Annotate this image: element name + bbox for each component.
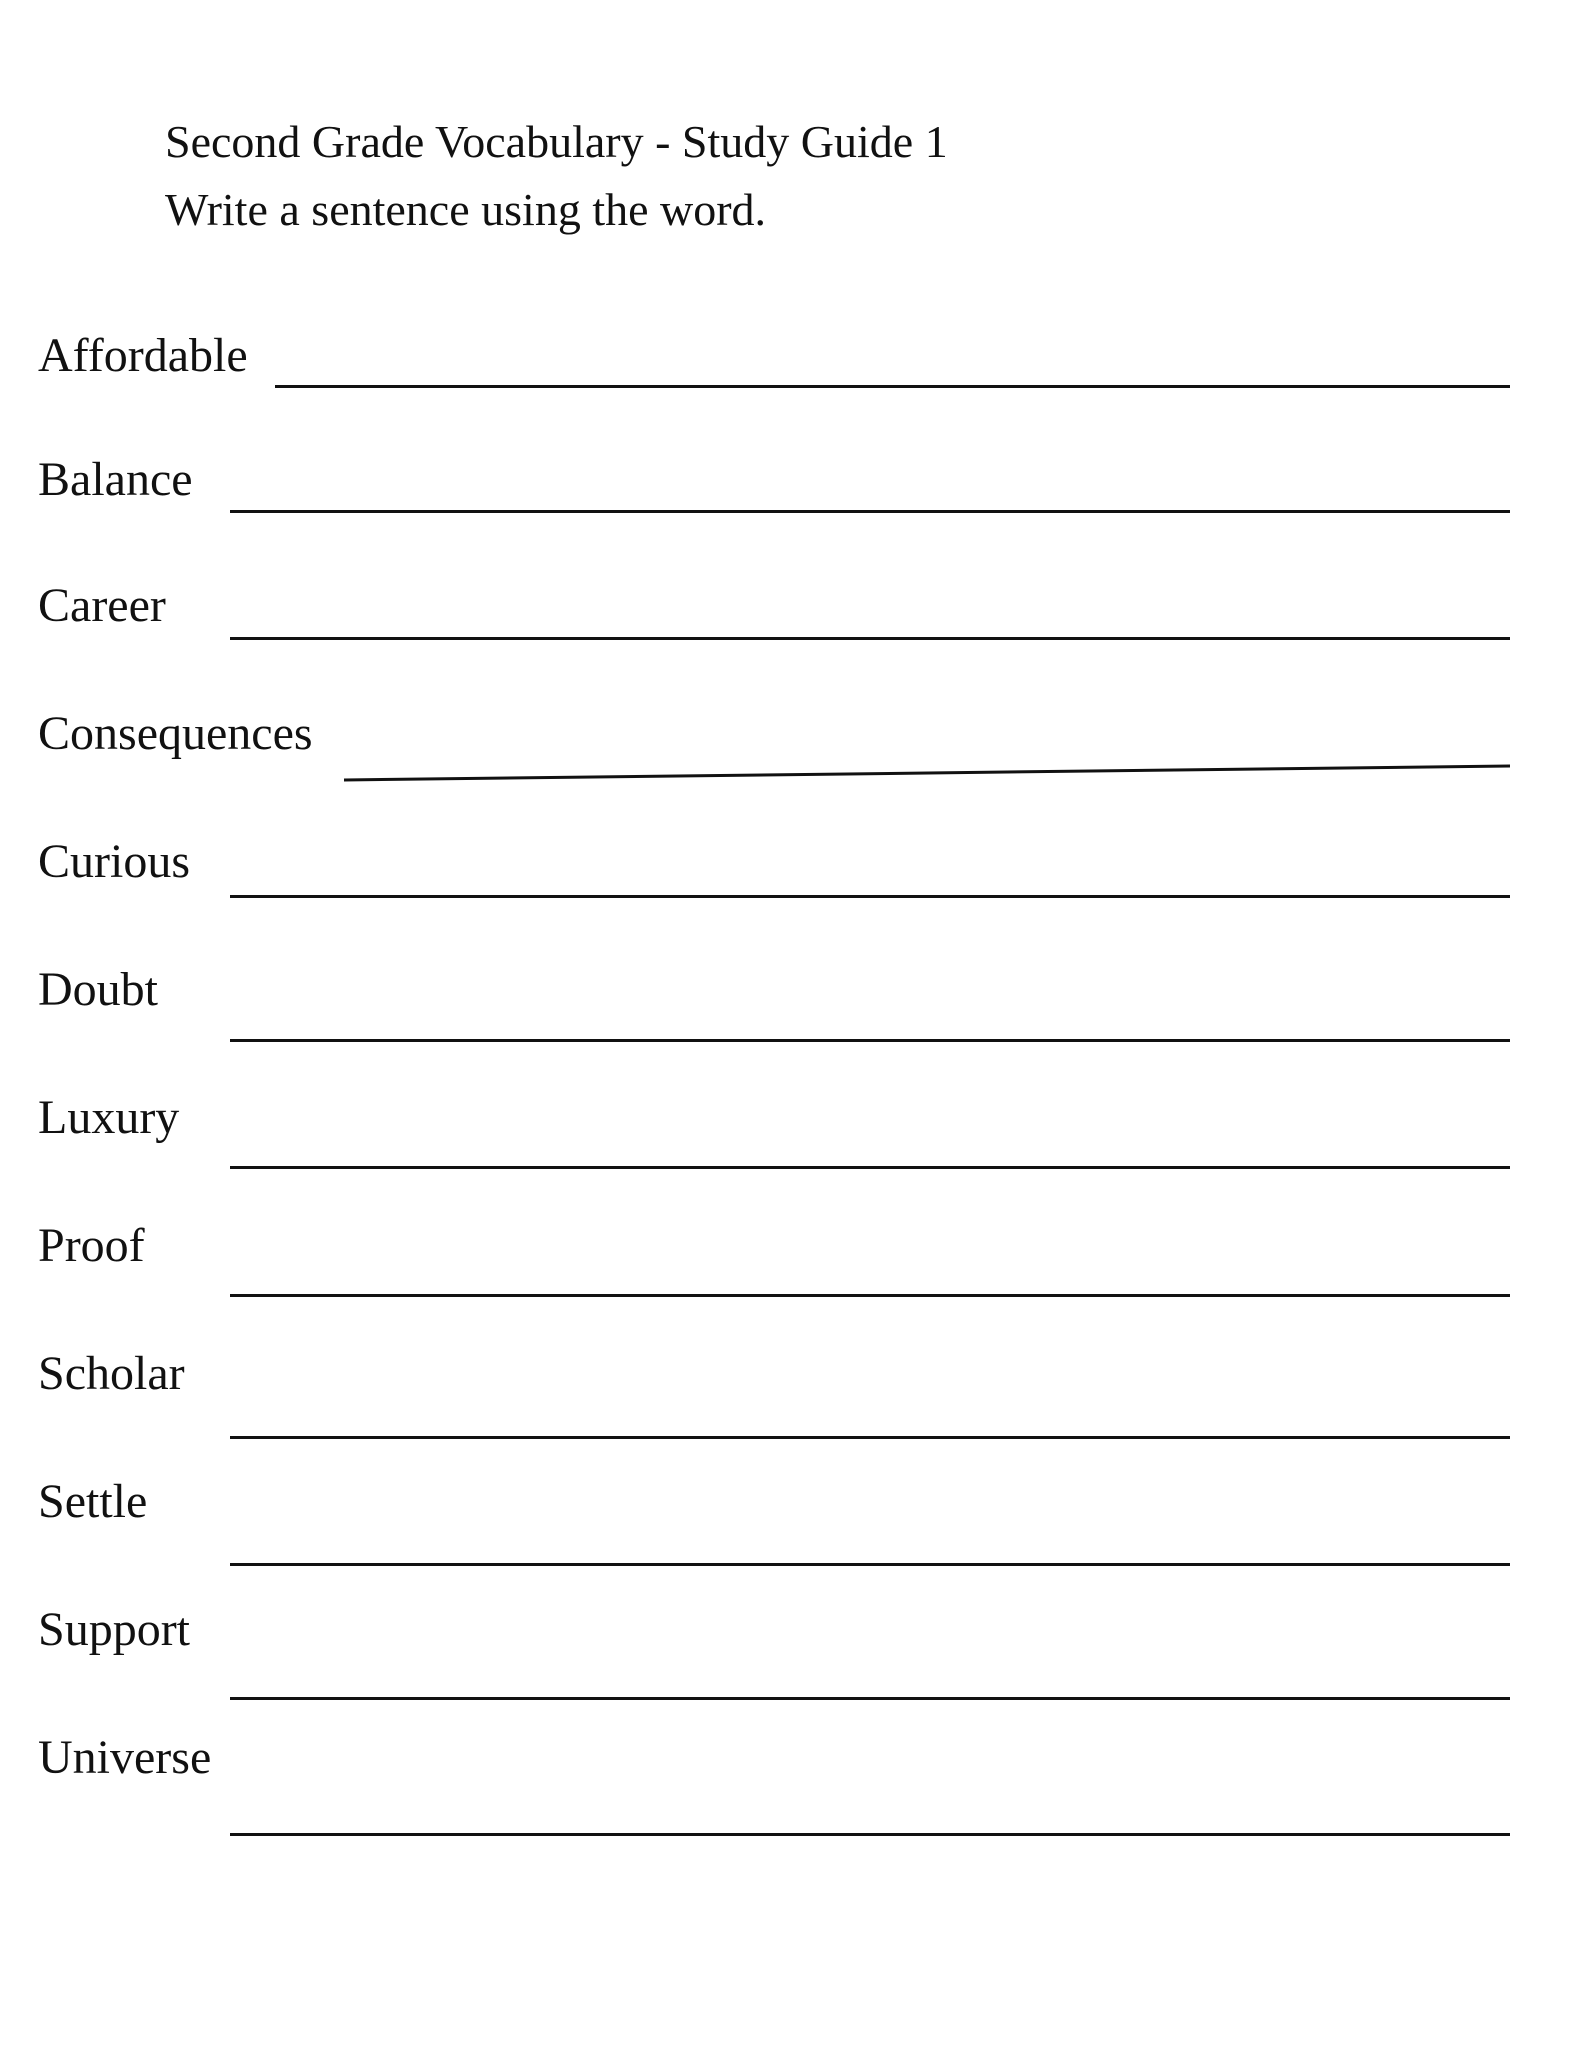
vocab-row-balance: [0, 424, 1588, 524]
vocab-word: Consequences: [38, 707, 313, 760]
vocab-word: Universe: [38, 1731, 212, 1784]
answer-line[interactable]: [230, 1563, 1510, 1566]
vocab-row-affordable: [0, 300, 1588, 400]
answer-line[interactable]: [230, 510, 1510, 513]
answer-line[interactable]: [275, 385, 1510, 388]
answer-line[interactable]: [230, 1039, 1510, 1042]
vocab-row-consequences: [0, 678, 1588, 778]
vocab-word: Curious: [38, 835, 191, 888]
vocab-word: Settle: [38, 1475, 148, 1528]
vocab-word: Doubt: [38, 963, 158, 1016]
answer-line[interactable]: [230, 1294, 1510, 1297]
answer-line[interactable]: [230, 1697, 1510, 1700]
answer-line[interactable]: [0, 678, 1588, 778]
answer-line[interactable]: [230, 895, 1510, 898]
vocab-word: Support: [38, 1603, 191, 1656]
answer-line[interactable]: [230, 1833, 1510, 1836]
answer-line[interactable]: [230, 1436, 1510, 1439]
vocab-row-luxury: [0, 1062, 1588, 1162]
worksheet-instructions: Write a sentence using the word.: [165, 184, 767, 235]
vocab-word: Scholar: [38, 1347, 185, 1400]
vocab-row-universe: [0, 1702, 1588, 1802]
vocab-word: Career: [38, 579, 166, 632]
vocab-row-settle: [0, 1446, 1588, 1546]
vocab-row-proof: [0, 1190, 1588, 1290]
worksheet-title: Second Grade Vocabulary - Study Guide 1: [165, 116, 948, 167]
vocab-word: Proof: [38, 1219, 145, 1272]
worksheet-header: [165, 108, 948, 244]
answer-line[interactable]: [230, 1166, 1510, 1169]
answer-line[interactable]: [230, 637, 1510, 640]
vocab-word: Affordable: [38, 329, 248, 382]
vocab-row-doubt: [0, 934, 1588, 1034]
vocab-word: Luxury: [38, 1091, 180, 1144]
vocab-row-scholar: [0, 1318, 1588, 1418]
vocab-row-support: [0, 1574, 1588, 1674]
vocab-word: Balance: [38, 453, 193, 506]
vocab-row-career: [0, 550, 1588, 650]
vocab-row-curious: [0, 806, 1588, 906]
